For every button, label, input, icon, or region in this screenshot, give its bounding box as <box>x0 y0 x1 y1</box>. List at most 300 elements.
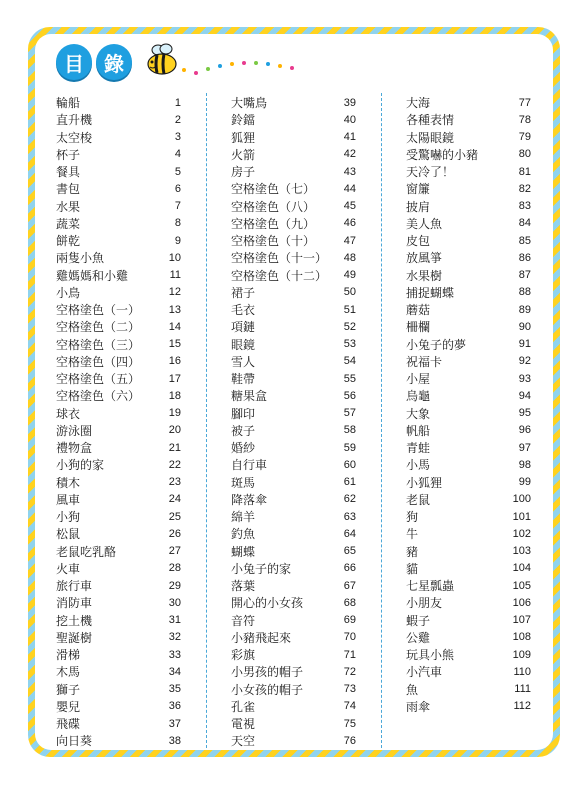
toc-entry-title: 祝福卡 <box>406 354 443 369</box>
toc-entry-page: 9 <box>174 234 181 247</box>
toc-entry <box>231 543 356 560</box>
toc-entry <box>231 508 356 525</box>
toc-entry-title: 小女孩的帽子 <box>231 682 304 697</box>
toc-entry-page: 69 <box>343 614 356 626</box>
toc-entry-page: 80 <box>518 148 531 161</box>
toc-entry <box>231 560 356 577</box>
toc-entry <box>406 405 531 422</box>
toc-entry <box>56 215 181 232</box>
toc-entry <box>231 405 356 422</box>
toc-entry <box>56 284 181 301</box>
toc-entry-page: 66 <box>343 562 356 575</box>
toc-entry-page: 52 <box>343 320 356 333</box>
toc-entry <box>406 94 531 111</box>
toc-entry <box>56 698 181 715</box>
toc-entry-title: 自行車 <box>231 458 268 473</box>
toc-entry-title: 火箭 <box>231 147 256 162</box>
toc-entry <box>406 525 531 542</box>
toc-entry-title: 餐具 <box>56 165 81 179</box>
toc-entry-page: 112 <box>513 700 531 713</box>
toc-entry <box>56 474 181 491</box>
toc-entry <box>56 370 181 387</box>
toc-entry-title: 貓 <box>406 561 419 576</box>
toc-entry-page: 34 <box>168 665 181 678</box>
toc-entry <box>231 249 356 266</box>
toc-entry <box>231 525 356 542</box>
toc-entry <box>406 111 531 128</box>
toc-entry-title: 空格塗色（二） <box>56 320 141 335</box>
toc-entry <box>56 198 181 215</box>
toc-entry-page: 86 <box>518 251 531 264</box>
toc-entry <box>56 422 181 439</box>
toc-entry <box>56 439 181 456</box>
toc-entry-title: 火車 <box>56 561 81 576</box>
toc-entry <box>406 594 531 611</box>
toc-entry <box>56 94 181 111</box>
toc-entry-page: 51 <box>343 303 356 316</box>
toc-entry-page: 97 <box>518 441 531 454</box>
toc-entry <box>406 370 531 387</box>
toc-entry <box>231 267 356 284</box>
title-char-1: 目 <box>56 44 92 80</box>
toc-entry <box>56 146 181 163</box>
toc-entry <box>406 543 531 560</box>
toc-entry-page: 36 <box>168 700 181 713</box>
toc-entry-page: 18 <box>168 389 181 402</box>
toc-entry-title: 聖誕樹 <box>56 630 93 645</box>
toc-entry <box>56 336 181 353</box>
toc-entry <box>56 405 181 422</box>
toc-entry <box>231 577 356 594</box>
toc-entry-title: 項鏈 <box>231 320 256 335</box>
toc-entry-title: 天空 <box>231 734 256 749</box>
toc-entry <box>406 646 531 663</box>
toc-entry <box>406 129 531 146</box>
toc-entry <box>231 370 356 387</box>
toc-entry <box>406 146 531 163</box>
toc-entry-page: 39 <box>343 96 356 109</box>
toc-entry <box>406 560 531 577</box>
toc-entry <box>231 284 356 301</box>
toc-entry-title: 小豬飛起來 <box>231 630 292 645</box>
toc-entry-page: 25 <box>168 510 181 523</box>
toc-entry-page: 43 <box>343 165 356 178</box>
toc-entry-page: 95 <box>518 407 531 419</box>
toc-entry-page: 54 <box>343 355 356 368</box>
toc-entry <box>56 560 181 577</box>
toc-entry <box>56 715 181 732</box>
toc-entry-page: 31 <box>168 614 181 626</box>
toc-entry <box>231 232 356 249</box>
toc-entry <box>406 508 531 525</box>
toc-entry-page: 11 <box>169 269 181 281</box>
toc-entry <box>56 732 181 749</box>
toc-entry-title: 各種表情 <box>406 113 455 128</box>
toc-entry-page: 74 <box>343 700 356 713</box>
toc-entry-title: 鈴鐺 <box>231 113 256 128</box>
toc-entry-title: 受驚嚇的小豬 <box>406 147 479 162</box>
toc-entry-page: 5 <box>174 165 181 178</box>
toc-entry-page: 71 <box>343 648 356 661</box>
toc-entry <box>56 180 181 197</box>
toc-entry-page: 22 <box>168 458 181 471</box>
decorative-dots <box>180 52 300 82</box>
toc-entry-title: 兩隻小魚 <box>56 251 105 266</box>
toc-entry-page: 78 <box>518 113 531 126</box>
toc-entry-title: 空格塗色（十一） <box>231 251 328 266</box>
toc-entry <box>56 353 181 370</box>
toc-entry-title: 空格塗色（九） <box>231 216 316 231</box>
toc-entry <box>231 387 356 404</box>
toc-entry-page: 108 <box>512 631 531 644</box>
toc-entry-page: 27 <box>168 545 181 557</box>
toc-entry-page: 63 <box>343 510 356 523</box>
toc-entry-page: 62 <box>343 493 356 506</box>
toc-entry-title: 小男孩的帽子 <box>231 665 304 680</box>
toc-entry <box>231 681 356 698</box>
toc-entry <box>406 577 531 594</box>
toc-entry-page: 109 <box>512 648 531 661</box>
toc-entry-title: 空格塗色（四） <box>56 354 141 369</box>
toc-entry-page: 106 <box>512 596 531 609</box>
toc-entry-title: 老鼠 <box>406 492 431 507</box>
toc-entry-title: 空格塗色（一） <box>56 303 141 317</box>
toc-entry-title: 披肩 <box>406 199 431 214</box>
toc-entry-title: 餅乾 <box>56 234 81 248</box>
toc-entry-title: 小狗 <box>56 510 81 524</box>
toc-entry <box>56 232 181 249</box>
toc-entry-page: 16 <box>168 355 181 368</box>
toc-entry-title: 眼鏡 <box>231 337 256 352</box>
toc-entry-page: 65 <box>343 545 356 557</box>
toc-entry-title: 彩旗 <box>231 648 256 662</box>
toc-entry-page: 19 <box>168 407 181 419</box>
toc-entry-page: 20 <box>168 424 181 437</box>
toc-entry-title: 電視 <box>231 717 256 731</box>
toc-entry <box>56 267 181 284</box>
toc-entry-title: 空格塗色（八） <box>231 199 316 214</box>
toc-entry-title: 蝦子 <box>406 613 431 628</box>
toc-entry-page: 48 <box>343 251 356 264</box>
toc-entry-title: 青蛙 <box>406 441 431 455</box>
toc-entry-title: 蘑菇 <box>406 303 431 317</box>
toc-entry-page: 105 <box>512 579 531 592</box>
toc-entry-title: 書包 <box>56 182 81 197</box>
toc-entry-title: 水果 <box>56 199 81 214</box>
toc-entry-page: 76 <box>343 734 356 747</box>
toc-entry-page: 98 <box>518 458 531 471</box>
toc-entry-page: 55 <box>343 372 356 385</box>
toc-entry-page: 50 <box>343 286 356 299</box>
toc-entry-title: 水果樹 <box>406 268 443 283</box>
toc-entry-page: 88 <box>518 286 531 299</box>
toc-entry-title: 空格塗色（五） <box>56 372 141 386</box>
toc-entry <box>231 663 356 680</box>
toc-entry-title: 雨傘 <box>406 699 431 714</box>
toc-entry-page: 56 <box>343 389 356 402</box>
toc-entry-title: 美人魚 <box>406 216 443 231</box>
toc-entry-page: 101 <box>512 510 531 523</box>
toc-entry-title: 嬰兒 <box>56 699 81 714</box>
toc-entry-title: 蝴蝶 <box>231 544 256 559</box>
toc-entry-page: 38 <box>168 734 181 747</box>
toc-entry-page: 10 <box>168 251 181 264</box>
toc-entry <box>231 629 356 646</box>
toc-entry-page: 46 <box>343 217 356 230</box>
toc-entry <box>231 715 356 732</box>
toc-entry <box>231 111 356 128</box>
toc-entry <box>406 249 531 266</box>
toc-entry-title: 滑梯 <box>56 648 81 662</box>
toc-entry <box>56 318 181 335</box>
toc-entry-title: 小屋 <box>406 372 431 386</box>
toc-entry-title: 小狗的家 <box>56 458 105 473</box>
toc-entry <box>231 146 356 163</box>
toc-entry-page: 93 <box>518 372 531 385</box>
toc-entry-title: 放風箏 <box>406 251 443 266</box>
toc-entry-page: 102 <box>512 527 531 540</box>
toc-entry-title: 帆船 <box>406 423 431 438</box>
toc-entry-title: 公雞 <box>406 630 431 645</box>
toc-entry-title: 積木 <box>56 475 81 490</box>
toc-entry-title: 婚紗 <box>231 441 256 455</box>
toc-entry-page: 47 <box>343 234 356 247</box>
toc-entry-title: 太空梭 <box>56 130 93 145</box>
toc-entry-title: 大海 <box>406 96 431 110</box>
toc-entry-title: 木馬 <box>56 665 81 680</box>
toc-entry-title: 飛碟 <box>56 717 81 731</box>
toc-entry-page: 81 <box>518 165 531 178</box>
toc-entry-page: 37 <box>168 717 181 730</box>
toc-entry-page: 6 <box>174 182 181 195</box>
toc-entry-page: 2 <box>174 113 181 126</box>
toc-entry-title: 空格塗色（十二） <box>231 268 328 283</box>
toc-entry-title: 牛 <box>406 527 419 542</box>
toc-entry <box>56 491 181 508</box>
toc-entry-page: 103 <box>512 545 531 557</box>
toc-entry-title: 裙子 <box>231 285 256 300</box>
toc-entry-title: 挖土機 <box>56 613 93 628</box>
toc-entry-title: 空格塗色（三） <box>56 337 141 352</box>
toc-entry <box>56 543 181 560</box>
toc-entry-page: 82 <box>518 182 531 195</box>
toc-entry-title: 狐狸 <box>231 130 256 145</box>
toc-entry-title: 腳印 <box>231 406 256 421</box>
toc-entry-title: 雪人 <box>231 354 256 369</box>
toc-entry <box>406 387 531 404</box>
toc-entry-page: 99 <box>518 476 531 488</box>
toc-entry <box>231 439 356 456</box>
toc-entry-title: 大象 <box>406 406 431 421</box>
toc-entry-page: 90 <box>518 320 531 333</box>
toc-entry <box>231 491 356 508</box>
toc-entry-title: 捕捉蝴蝶 <box>406 285 455 300</box>
toc-entry-title: 窗簾 <box>406 182 431 197</box>
toc-entry <box>231 353 356 370</box>
toc-entry-page: 73 <box>343 683 356 695</box>
toc-entry-page: 96 <box>518 424 531 437</box>
toc-entry-title: 鞋帶 <box>231 372 256 386</box>
toc-entry <box>56 629 181 646</box>
toc-entry-page: 21 <box>168 441 181 454</box>
toc-entry <box>406 456 531 473</box>
toc-entry-page: 35 <box>168 683 181 695</box>
toc-entry-title: 釣魚 <box>231 527 256 542</box>
toc-entry-title: 小朋友 <box>406 596 443 611</box>
toc-entry-title: 小馬 <box>406 458 431 473</box>
toc-entry-title: 玩具小熊 <box>406 648 455 662</box>
toc-entry <box>56 456 181 473</box>
toc-entry <box>406 698 531 715</box>
toc-entry-page: 33 <box>168 648 181 661</box>
toc-entry-page: 60 <box>343 458 356 471</box>
toc-entry-page: 111 <box>514 683 531 695</box>
toc-entry-page: 75 <box>343 717 356 730</box>
toc-entry <box>406 232 531 249</box>
toc-entry-page: 107 <box>512 614 531 626</box>
toc-entry-page: 85 <box>518 234 531 247</box>
toc-entry <box>406 681 531 698</box>
toc-entry <box>56 301 181 318</box>
toc-entry-title: 向日葵 <box>56 734 93 749</box>
toc-entry <box>406 163 531 180</box>
toc-entry <box>406 629 531 646</box>
toc-entry-page: 61 <box>343 476 356 488</box>
toc-entry-title: 小兔子的家 <box>231 561 292 576</box>
toc-entry <box>406 663 531 680</box>
toc-entry <box>231 698 356 715</box>
toc-entry <box>231 180 356 197</box>
toc-entry-title: 老鼠吃乳酪 <box>56 544 117 559</box>
toc-entry-title: 空格塗色（十） <box>231 234 316 248</box>
toc-entry-page: 49 <box>343 269 356 281</box>
toc-entry-page: 30 <box>168 596 181 609</box>
toc-entry-title: 輪船 <box>56 96 81 110</box>
toc-entry <box>56 663 181 680</box>
toc-entry-page: 68 <box>343 596 356 609</box>
toc-entry-page: 40 <box>343 113 356 126</box>
toc-entry-title: 開心的小女孩 <box>231 596 304 611</box>
toc-entry-page: 29 <box>168 579 181 592</box>
toc-entry <box>56 525 181 542</box>
toc-entry-title: 柵欄 <box>406 320 431 335</box>
toc-entry <box>56 646 181 663</box>
toc-entry-page: 59 <box>343 441 356 454</box>
toc-entry-page: 104 <box>512 562 531 575</box>
toc-entry <box>56 387 181 404</box>
toc-entry-page: 42 <box>343 148 356 161</box>
toc-entry <box>56 681 181 698</box>
toc-entry-page: 64 <box>343 527 356 540</box>
toc-entry-page: 1 <box>174 96 181 109</box>
toc-entry-title: 杯子 <box>56 147 81 162</box>
toc-entry-page: 57 <box>343 407 356 419</box>
column-divider-1 <box>206 93 207 748</box>
toc-entry-title: 大嘴鳥 <box>231 96 268 110</box>
toc-entry-page: 94 <box>518 389 531 402</box>
toc-entry-title: 消防車 <box>56 596 93 611</box>
toc-entry <box>406 180 531 197</box>
toc-entry-page: 84 <box>518 217 531 230</box>
toc-entry-title: 天冷了！ <box>406 165 455 179</box>
toc-entry-page: 13 <box>168 303 181 316</box>
toc-entry-page: 53 <box>343 338 356 350</box>
toc-entry-page: 91 <box>518 338 531 350</box>
toc-entry <box>406 215 531 232</box>
toc-entry-page: 7 <box>174 200 181 212</box>
toc-entry-page: 15 <box>168 338 181 350</box>
toc-entry <box>231 336 356 353</box>
toc-entry <box>56 129 181 146</box>
toc-entry-title: 烏龜 <box>406 389 431 404</box>
toc-entry-title: 小狐狸 <box>406 475 443 490</box>
toc-entry-title: 毛衣 <box>231 303 256 317</box>
toc-entry-page: 23 <box>168 476 181 488</box>
toc-entry-page: 110 <box>513 665 531 678</box>
toc-entry-page: 44 <box>343 182 356 195</box>
title-char-2: 錄 <box>96 44 132 80</box>
toc-entry-title: 七星瓢蟲 <box>406 579 455 593</box>
toc-entry-page: 77 <box>518 96 531 109</box>
toc-entry-title: 被子 <box>231 423 256 438</box>
toc-entry <box>406 439 531 456</box>
toc-entry <box>56 249 181 266</box>
toc-entry-title: 空格塗色（六） <box>56 389 141 404</box>
toc-entry <box>406 301 531 318</box>
toc-entry-title: 太陽眼鏡 <box>406 130 455 145</box>
toc-entry-page: 32 <box>168 631 181 644</box>
toc-entry <box>231 646 356 663</box>
toc-entry <box>406 336 531 353</box>
toc-entry-page: 92 <box>518 355 531 368</box>
toc-entry-page: 41 <box>343 131 356 143</box>
toc-entry-page: 12 <box>168 286 181 299</box>
toc-entry-page: 28 <box>168 562 181 575</box>
toc-entry-title: 魚 <box>406 682 419 697</box>
toc-entry <box>56 111 181 128</box>
toc-entry-title: 風車 <box>56 492 81 507</box>
toc-entry-title: 雞媽媽和小雞 <box>56 268 129 283</box>
toc-entry-title: 綿羊 <box>231 510 256 524</box>
toc-entry <box>231 456 356 473</box>
toc-entry-page: 70 <box>343 631 356 644</box>
toc-entry <box>56 594 181 611</box>
toc-entry <box>406 612 531 629</box>
toc-entry-title: 斑馬 <box>231 475 256 490</box>
toc-entry-page: 100 <box>512 493 531 506</box>
toc-entry-title: 小汽車 <box>406 665 443 680</box>
toc-entry <box>231 129 356 146</box>
toc-entry <box>231 318 356 335</box>
toc-entry <box>56 508 181 525</box>
toc-entry-page: 72 <box>343 665 356 678</box>
toc-entry <box>56 163 181 180</box>
toc-entry <box>231 163 356 180</box>
toc-entry-title: 游泳圈 <box>56 423 93 438</box>
toc-entry <box>231 198 356 215</box>
toc-entry-title: 球衣 <box>56 406 81 421</box>
toc-entry-title: 松鼠 <box>56 527 81 542</box>
toc-entry <box>56 577 181 594</box>
toc-entry-title: 房子 <box>231 165 256 179</box>
toc-entry-page: 3 <box>174 131 181 143</box>
toc-entry-title: 直升機 <box>56 113 93 128</box>
toc-entry <box>406 198 531 215</box>
toc-entry-title: 小兔子的夢 <box>406 337 467 352</box>
toc-entry-title: 小鳥 <box>56 285 81 300</box>
toc-entry <box>231 301 356 318</box>
toc-entry-title: 禮物盒 <box>56 441 93 455</box>
